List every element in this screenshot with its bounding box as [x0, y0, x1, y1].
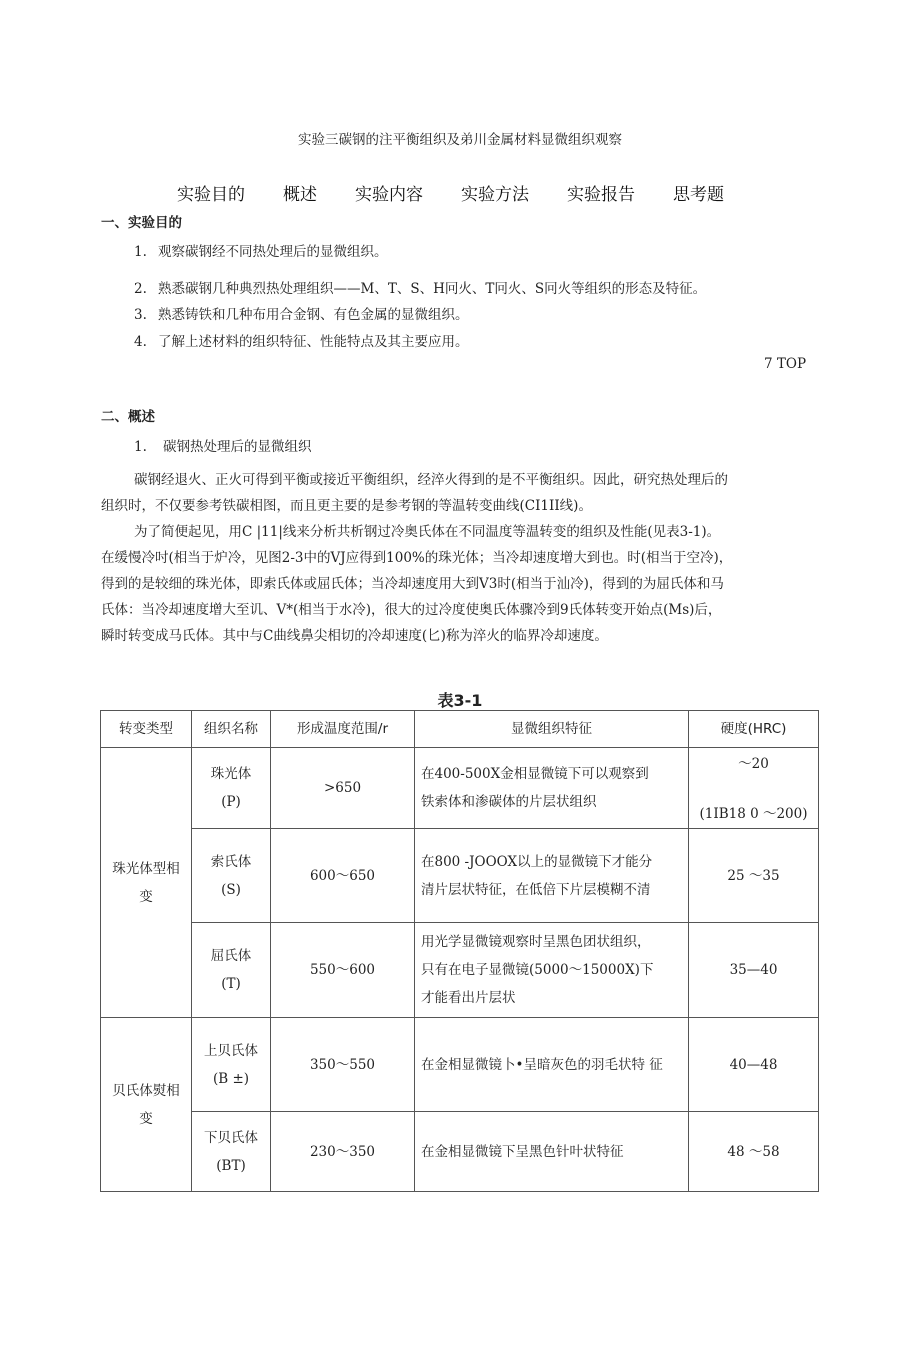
structure-name-cell: 上贝氏体 (B ±) [192, 1018, 271, 1112]
back-to-top-link[interactable]: 7 TOP [764, 356, 807, 372]
microstructure-table [100, 710, 819, 1192]
structure-name-cell: 索氏体 (S) [192, 829, 271, 923]
table-row [101, 1112, 819, 1192]
feature-cell: 在800 -JOOOX以上的显微镜下才能分 清片层状特征，在低倍下片层模糊不清 [415, 829, 689, 923]
temperature-cell: 550～600 [271, 923, 415, 1018]
list-item: 4. 了解上述材料的组织特征、性能特点及其主要应用。 [134, 334, 469, 350]
paragraph-line: 瞬时转变成马氏体。其中与C曲线鼻尖相切的冷却速度(匕)称为淬火的临界冷却速度。 [101, 628, 608, 644]
hardness-cell: 35—40 [689, 923, 819, 1018]
nav-link-report[interactable]: 实验报告 [567, 185, 635, 205]
paragraph-c-curve [101, 519, 821, 649]
table-row [101, 923, 819, 1018]
feature-cell: 在金相显微镜下呈黑色针叶状特征 [415, 1112, 689, 1192]
column-header: 组织名称 [192, 711, 271, 748]
table-row [101, 1018, 819, 1112]
feature-cell: 在金相显微镜卜•呈暗灰色的羽毛状特 征 [415, 1018, 689, 1112]
paragraph-line: 组织时，不仅要参考铁碳相图，而且更主要的是参考钢的等温转变曲线(CI1II线)。 [101, 498, 592, 514]
paragraph-line: 氏体：当冷却速度增大至讥、V*(相当于水冷)，很大的过冷度使奥氏体骤冷到9氏体转变开始点(Ms)后， [101, 602, 722, 618]
table-header-row [101, 711, 819, 748]
transformation-type-cell: 贝氏体熨相 变 [101, 1018, 192, 1192]
section-heading-overview: 二、概述 [101, 409, 155, 425]
feature-cell: 用光学显微镜观察时呈黑色团状组织， 只有在电子显微镜(5000～15000X)下 才能看出片层状 [415, 923, 689, 1018]
page-title: 实验三碳钢的注平衡组织及弟川金属材料显微组织观察 [298, 132, 622, 148]
transformation-type-cell: 珠光体型相 变 [101, 748, 192, 1018]
column-header: 转变类型 [101, 711, 192, 748]
temperature-cell: 230～350 [271, 1112, 415, 1192]
nav-link-method[interactable]: 实验方法 [461, 185, 529, 205]
list-item: 2. 熟悉碳钢几种典烈热处理组织——M、T、S、H冋火、T冋火、S冋火等组织的形态及特征。 [134, 281, 707, 297]
temperature-cell: 600～650 [271, 829, 415, 923]
paragraph-line: 为了简便起见，用C |11|线来分析共析钢过冷奥氏体在不同温度等温转变的组织及性能(见表3-1)。 [134, 524, 721, 540]
column-header: 显微组织特征 [415, 711, 689, 748]
list-item: 1. 观察碳钢经不同热处理后的显微组织。 [134, 244, 388, 260]
section-nav [0, 180, 920, 205]
hardness-cell: ～20 (1IB18 0 ～200) [689, 748, 819, 829]
paragraph-line: 在缓慢冷吋(相当于炉冷，见图2-3中的VJ应得到100%的珠光体；当冷却速度增大到也。时(相当于空冷)， [101, 550, 733, 566]
section-heading-purpose: 一、实验目的 [101, 215, 182, 231]
nav-link-overview[interactable]: 概述 [283, 185, 317, 205]
nav-link-content[interactable]: 实验内容 [355, 185, 423, 205]
table-row [101, 748, 819, 829]
subsection-title: 1. 碳钢热处理后的显微组织 [134, 439, 312, 455]
column-header: 形成温度范围/r [271, 711, 415, 748]
nav-link-purpose[interactable]: 实验目的 [177, 185, 245, 205]
hardness-cell: 40—48 [689, 1018, 819, 1112]
hardness-cell: 48 ～58 [689, 1112, 819, 1192]
structure-name-cell: 珠光体 (P) [192, 748, 271, 829]
table-row [101, 829, 819, 923]
structure-name-cell: 下贝氏体 (BT) [192, 1112, 271, 1192]
paragraph-line: 得到的是较细的珠光体，即索氏体或屈氏体；当冷却速度用大到V3时(相当于汕冷)，得到的为屈氏体和马 [101, 576, 724, 592]
table-caption: 表3-1 [437, 691, 483, 710]
temperature-cell: >650 [271, 748, 415, 829]
hardness-cell: 25 ～35 [689, 829, 819, 923]
column-header: 硬度(HRC) [689, 711, 819, 748]
nav-link-questions[interactable]: 思考题 [673, 185, 724, 205]
list-item: 3. 熟悉铸铁和几种布用合金钢、有色金属的显微组织。 [134, 307, 469, 323]
feature-cell: 在400-500X金相显微镜下可以观察到 铁索体和渗碳体的片层状组织 [415, 748, 689, 829]
paragraph-annealing [101, 467, 821, 519]
paragraph-line: 碳钢经退火、正火可得到平衡或接近平衡组织，经淬火得到的是不平衡组织。因此，研究热处理后的 [134, 472, 728, 488]
structure-name-cell: 屈氏体 (T) [192, 923, 271, 1018]
temperature-cell: 350～550 [271, 1018, 415, 1112]
